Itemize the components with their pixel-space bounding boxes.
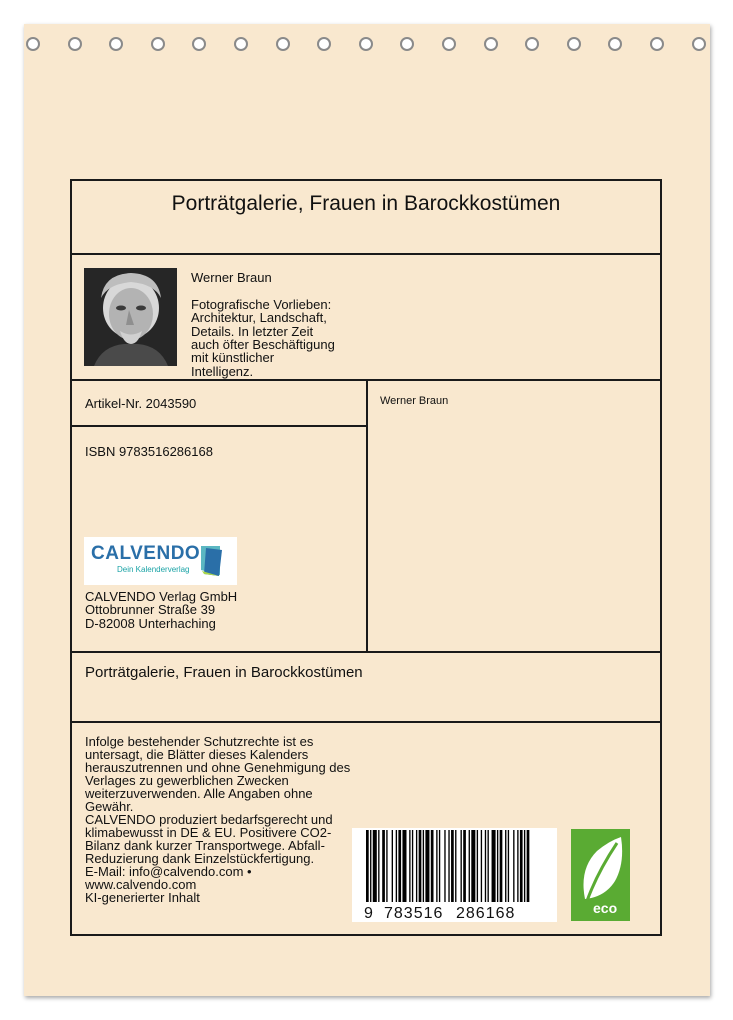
legal-line: E-Mail: info@calvendo.com •	[85, 864, 252, 879]
divider	[70, 253, 662, 255]
bio-line: Intelligenz.	[191, 363, 254, 379]
barcode-bar	[366, 830, 369, 902]
barcode-bar	[520, 830, 523, 902]
legal-line: klimabewusst in DE & EU. Positivere CO2-	[85, 825, 332, 840]
barcode-bar	[451, 830, 454, 902]
barcode-bar	[396, 830, 397, 902]
binding-ring	[442, 37, 456, 51]
legal-line: www.calvendo.com	[85, 877, 197, 892]
address-line: D-82008 Unterhaching	[85, 615, 216, 631]
barcode-bar	[382, 830, 385, 902]
barcode-bar	[412, 830, 413, 902]
barcode-bar	[463, 830, 466, 902]
barcode-bar	[370, 830, 371, 902]
divider	[70, 721, 662, 723]
binding-ring	[650, 37, 664, 51]
barcode-bar	[500, 830, 503, 902]
address-line: Ottobrunner Straße 39	[85, 602, 216, 618]
legal-line: weiterzuverwenden. Alle Angaben ohne	[85, 786, 313, 801]
barcode-bar	[392, 830, 393, 902]
legal-line: Bilanz dank kurzer Transportwege. Abfall-	[85, 838, 325, 853]
legal-line: Infolge bestehender Schutzrechte ist es	[85, 734, 314, 749]
barcode-bar	[419, 830, 422, 902]
legal-line: Gewähr.	[85, 799, 134, 814]
divider	[366, 379, 368, 653]
logo-text: CALVENDO	[91, 543, 201, 564]
copyright-holder: Werner Braun	[380, 395, 449, 407]
page-title: Porträtgalerie, Frauen in Barockkostümen	[171, 192, 561, 215]
barcode-bar	[373, 830, 377, 902]
barcode-bar	[508, 830, 509, 902]
barcode-bar	[425, 830, 429, 902]
barcode-bar	[492, 830, 496, 902]
legal-line: herauszutrennen und ohne Genehmigung des	[85, 760, 351, 775]
barcode-bar	[398, 830, 401, 902]
isbn-barcode	[352, 828, 557, 922]
eco-badge	[571, 829, 630, 921]
barcode-digits-right: 286168	[456, 905, 516, 922]
barcode-bar	[431, 830, 434, 902]
barcode-bar	[461, 830, 462, 902]
barcode-bar	[402, 830, 406, 902]
legal-line: untersagt, die Blätter dieses Kalenders	[85, 747, 309, 762]
binding-ring	[151, 37, 165, 51]
calendar-title: Porträtgalerie, Frauen in Barockkostümen	[85, 664, 363, 681]
divider	[70, 425, 368, 427]
bio-line: auch öfter Beschäftigung	[191, 336, 335, 352]
binding-ring	[68, 37, 82, 51]
barcode-bar	[524, 830, 525, 902]
barcode-bar	[517, 830, 518, 902]
barcode-bar	[469, 830, 470, 902]
barcode-bar	[477, 830, 478, 902]
author-photo	[84, 268, 177, 366]
barcode-bar	[448, 830, 449, 902]
legal-line: Reduzierung dank Einzelstückfertigung.	[85, 851, 315, 866]
barcode-digit: 9	[364, 905, 373, 922]
address-line: CALVENDO Verlag GmbH	[85, 589, 238, 604]
logo-tagline: Dein Kalenderverlag	[117, 565, 190, 574]
barcode-bar	[386, 830, 387, 902]
binding-ring	[276, 37, 290, 51]
barcode-bar	[409, 830, 410, 902]
barcode-bar	[444, 830, 445, 902]
barcode-bar	[378, 830, 379, 902]
binding-ring	[567, 37, 581, 51]
barcode-bar	[416, 830, 417, 902]
bio-line: Details. In letzter Zeit	[191, 323, 314, 339]
binding-ring	[484, 37, 498, 51]
article-number: Artikel-Nr. 2043590	[85, 396, 197, 411]
barcode-bar	[423, 830, 424, 902]
binding-ring	[692, 37, 706, 51]
author-name: Werner Braun	[191, 270, 272, 285]
binding-ring	[359, 37, 373, 51]
barcode-bar	[497, 830, 498, 902]
divider	[70, 651, 662, 653]
binding-ring	[234, 37, 248, 51]
binding-ring	[26, 37, 40, 51]
barcode-bar	[513, 830, 514, 902]
calvendo-logo	[84, 537, 237, 585]
bio-line: mit künstlicher	[191, 350, 275, 366]
calendar-page-icon	[198, 544, 224, 578]
bio-line: Fotografische Vorlieben:	[191, 297, 332, 312]
barcode-bar	[505, 830, 506, 902]
legal-line: Verlages zu gewerblichen Zwecken	[85, 773, 289, 788]
barcode-bar	[471, 830, 475, 902]
barcode-bar	[485, 830, 486, 902]
legal-line: CALVENDO produziert bedarfsgerecht und	[85, 812, 333, 827]
legal-line: KI-generierter Inhalt	[85, 890, 200, 905]
barcode-bar	[455, 830, 456, 902]
barcode-bar	[488, 830, 489, 902]
barcode-bar	[436, 830, 437, 902]
barcode-bar	[439, 830, 440, 902]
bio-line: Architektur, Landschaft,	[191, 310, 327, 326]
eco-label: eco	[593, 900, 618, 916]
barcode-bar	[481, 830, 482, 902]
barcode-bar	[527, 830, 530, 902]
barcode-digits-left: 783516	[384, 905, 444, 922]
isbn-number: ISBN 9783516286168	[85, 444, 213, 459]
